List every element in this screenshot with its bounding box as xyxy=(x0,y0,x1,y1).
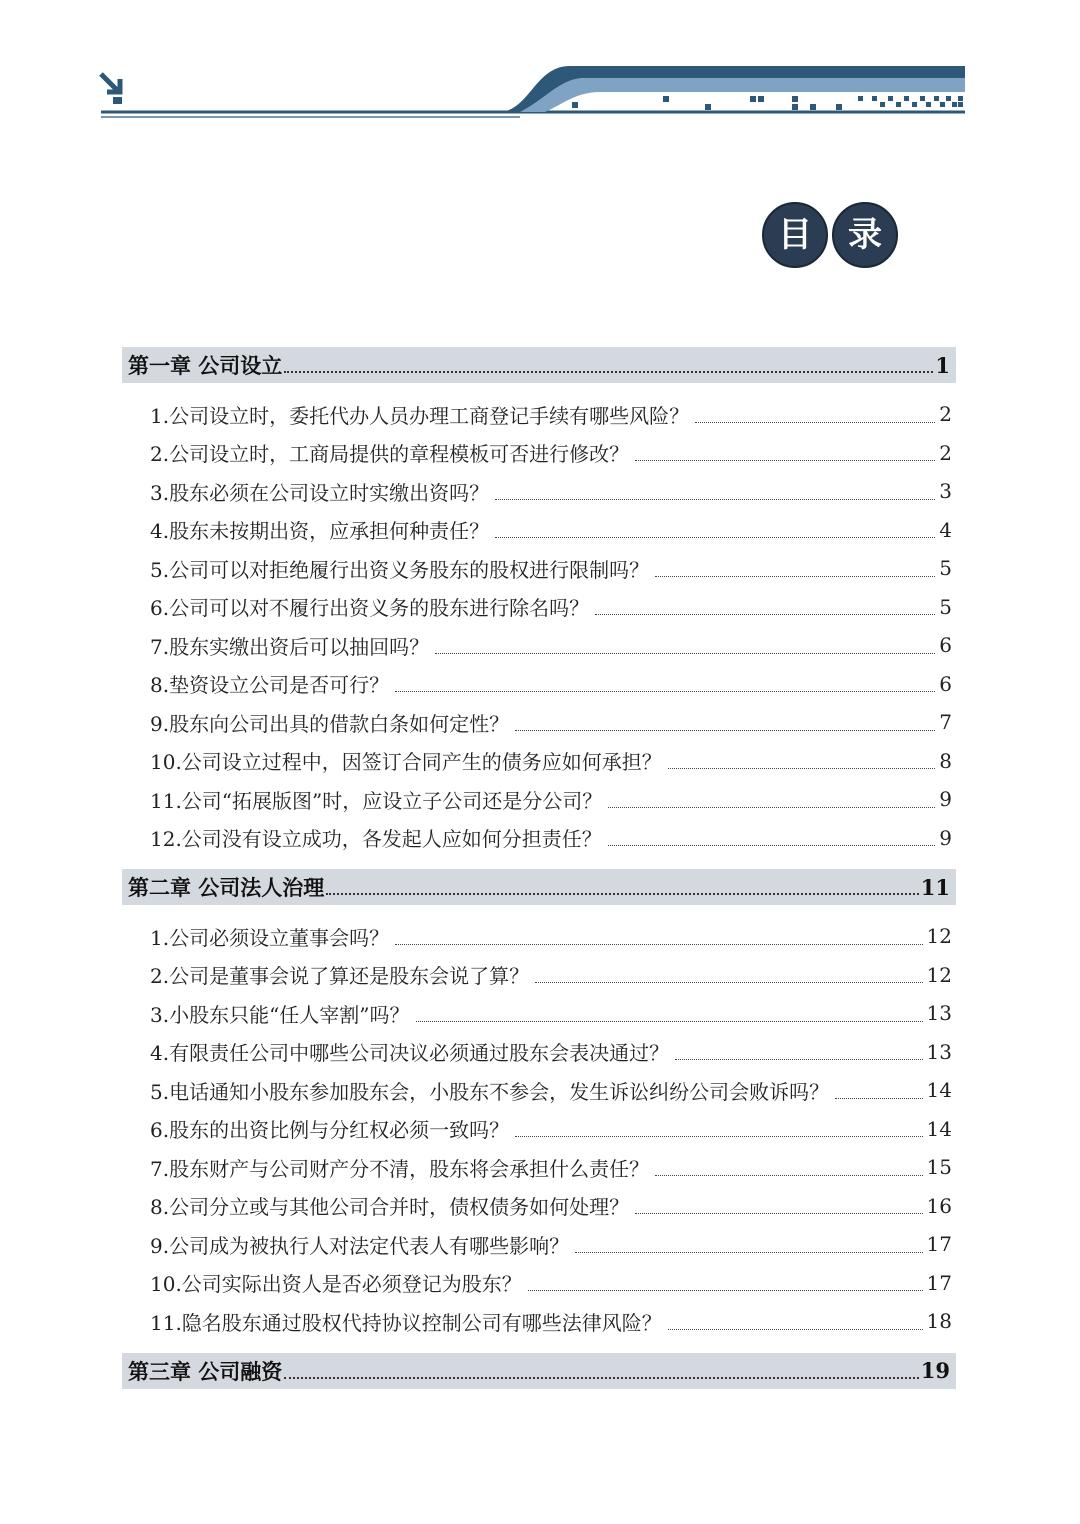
chapter-page-number: 1 xyxy=(935,352,950,378)
leader-dots xyxy=(528,1290,923,1291)
toc-entry-page: 4 xyxy=(939,517,952,542)
leader-dots xyxy=(835,1098,922,1099)
toc-entry-title: 7.股东实缴出资后可以抽回吗？ xyxy=(150,634,430,659)
toc-entry-title: 10.公司实际出资人是否必须登记为股东？ xyxy=(150,1272,522,1297)
toc-entry[interactable] xyxy=(150,1302,956,1341)
toc-entry-page: 12 xyxy=(926,962,952,987)
toc-entry-page: 6 xyxy=(939,633,952,658)
toc-entry[interactable] xyxy=(150,819,956,858)
chapter-2-items xyxy=(122,905,956,1353)
toc-entry-title: 9.公司成为被执行人对法定代表人有哪些影响？ xyxy=(150,1233,570,1258)
leader-dots xyxy=(515,1136,922,1137)
toc-entry-title: 8.垫资设立公司是否可行？ xyxy=(150,673,390,698)
chapter-heading-3[interactable] xyxy=(122,1353,956,1389)
toc-entry-page: 17 xyxy=(926,1270,952,1295)
leader-dots xyxy=(495,499,935,500)
toc-entry-title: 3.股东必须在公司设立时实缴出资吗？ xyxy=(150,480,490,505)
title-char-lu: 录 xyxy=(832,202,898,268)
leader-dots xyxy=(695,422,935,423)
toc-entry-title: 8.公司分立或与其他公司合并时，债权债务如何处理？ xyxy=(150,1195,630,1220)
toc-entry-title: 6.股东的出资比例与分红权必须一致吗？ xyxy=(150,1118,510,1143)
toc-entry-title: 5.公司可以对拒绝履行出资义务股东的股权进行限制吗？ xyxy=(150,557,650,582)
toc-entry-title: 11.隐名股东通过股权代持协议控制公司有哪些法律风险？ xyxy=(150,1310,662,1335)
chapter-title: 第一章 公司设立 xyxy=(128,353,283,378)
toc-entry-page: 2 xyxy=(939,440,952,465)
toc-entry[interactable] xyxy=(150,780,956,819)
toc-entry[interactable] xyxy=(150,511,956,550)
chapter-1-items xyxy=(122,383,956,869)
toc-entry-page: 13 xyxy=(926,1001,952,1026)
toc-entry-page: 5 xyxy=(939,594,952,619)
toc-entry-page: 12 xyxy=(926,924,952,949)
toc-entry[interactable] xyxy=(150,588,956,627)
toc-entry-title: 1.公司设立时，委托代办人员办理工商登记手续有哪些风险？ xyxy=(150,403,690,428)
leader-dots xyxy=(595,614,935,615)
leader-dots xyxy=(635,1213,922,1214)
toc-entry[interactable] xyxy=(150,1071,956,1110)
toc-entry-page: 2 xyxy=(939,402,952,427)
toc-entry-page: 14 xyxy=(926,1116,952,1141)
toc-entry-page: 3 xyxy=(939,479,952,504)
toc-entry[interactable] xyxy=(150,1187,956,1226)
toc-entry-page: 8 xyxy=(939,748,952,773)
toc-entry[interactable] xyxy=(150,1225,956,1264)
corner-arrow-icon xyxy=(101,74,122,104)
leader-dots xyxy=(575,1252,922,1253)
toc-entry-title: 2.公司设立时，工商局提供的章程模板可否进行修改？ xyxy=(150,442,630,467)
leader-dots xyxy=(655,1175,922,1176)
leader-dots xyxy=(655,576,935,577)
toc-entry[interactable] xyxy=(150,917,956,956)
toc-entry-page: 9 xyxy=(939,787,952,812)
leader-dots xyxy=(608,845,935,846)
toc-entry-title: 6.公司可以对不履行出资义务的股东进行除名吗？ xyxy=(150,596,590,621)
leader-dots xyxy=(416,1021,923,1022)
toc-entry-page: 9 xyxy=(939,825,952,850)
toc-entry-page: 7 xyxy=(939,710,952,735)
leader-dots xyxy=(395,691,935,692)
toc-entry[interactable] xyxy=(150,1264,956,1303)
toc-entry[interactable] xyxy=(150,1148,956,1187)
chapter-page-number: 19 xyxy=(920,1358,950,1383)
toc-entry-page: 6 xyxy=(939,671,952,696)
leader-dots xyxy=(608,807,935,808)
toc-entry[interactable] xyxy=(150,549,956,588)
toc-entry-title: 7.股东财产与公司财产分不清，股东将会承担什么责任？ xyxy=(150,1156,650,1181)
header-band-graphic xyxy=(0,0,1080,140)
toc-entry-page: 15 xyxy=(926,1155,952,1180)
table-of-contents xyxy=(122,347,956,1389)
toc-entry[interactable] xyxy=(150,434,956,473)
toc-entry-title: 5.电话通知小股东参加股东会，小股东不参会，发生诉讼纠纷公司会败诉吗？ xyxy=(150,1079,830,1104)
leader-dots xyxy=(635,460,935,461)
page-title xyxy=(762,202,902,268)
toc-entry[interactable] xyxy=(150,1110,956,1149)
toc-entry-title: 3.小股东只能“任人宰割”吗？ xyxy=(150,1002,410,1027)
toc-entry[interactable] xyxy=(150,1033,956,1072)
leader-dots xyxy=(495,537,935,538)
toc-entry-page: 18 xyxy=(926,1309,952,1334)
leader-dots xyxy=(535,982,922,983)
toc-entry[interactable] xyxy=(150,703,956,742)
toc-entry-title: 1.公司必须设立董事会吗？ xyxy=(150,925,390,950)
chapter-page-number: 11 xyxy=(920,874,950,900)
leader-dots xyxy=(675,1059,922,1060)
chapter-title: 第三章 公司融资 xyxy=(128,1358,283,1384)
leader-dots xyxy=(284,371,933,373)
toc-entry[interactable] xyxy=(150,395,956,434)
toc-entry-page: 16 xyxy=(926,1193,952,1218)
leader-dots xyxy=(668,768,935,769)
toc-entry-page: 17 xyxy=(926,1232,952,1257)
toc-entry[interactable] xyxy=(150,472,956,511)
toc-entry[interactable] xyxy=(150,994,956,1033)
toc-entry-title: 11.公司“拓展版图”时，应设立子公司还是分公司？ xyxy=(150,788,603,813)
toc-entry-page: 5 xyxy=(939,556,952,581)
toc-entry-title: 10.公司设立过程中，因签订合同产生的债务应如何承担？ xyxy=(150,750,662,775)
toc-entry-title: 12.公司没有设立成功，各发起人应如何分担责任？ xyxy=(150,827,602,852)
toc-entry[interactable] xyxy=(150,956,956,995)
leader-dots xyxy=(435,653,935,654)
leader-dots xyxy=(668,1329,923,1330)
toc-entry[interactable] xyxy=(150,626,956,665)
leader-dots xyxy=(395,944,922,945)
toc-entry-title: 9.股东向公司出具的借款白条如何定性？ xyxy=(150,711,510,736)
toc-entry-title: 4.股东未按期出资，应承担何种责任？ xyxy=(150,519,490,544)
title-char-mu: 目 xyxy=(762,202,828,268)
leader-dots xyxy=(284,1377,918,1379)
toc-entry-title: 4.有限责任公司中哪些公司决议必须通过股东会表决通过？ xyxy=(150,1041,670,1066)
chapter-heading-1[interactable] xyxy=(122,347,956,383)
chapter-heading-2[interactable] xyxy=(122,869,956,905)
toc-entry-page: 14 xyxy=(926,1078,952,1103)
toc-entry[interactable] xyxy=(150,742,956,781)
leader-dots xyxy=(326,893,918,895)
page-header-decoration xyxy=(0,0,1080,140)
toc-entry[interactable] xyxy=(150,665,956,704)
leader-dots xyxy=(515,730,935,731)
chapter-title: 第二章 公司法人治理 xyxy=(128,875,325,900)
toc-entry-title: 2.公司是董事会说了算还是股东会说了算？ xyxy=(150,964,530,989)
toc-entry-page: 13 xyxy=(926,1039,952,1064)
